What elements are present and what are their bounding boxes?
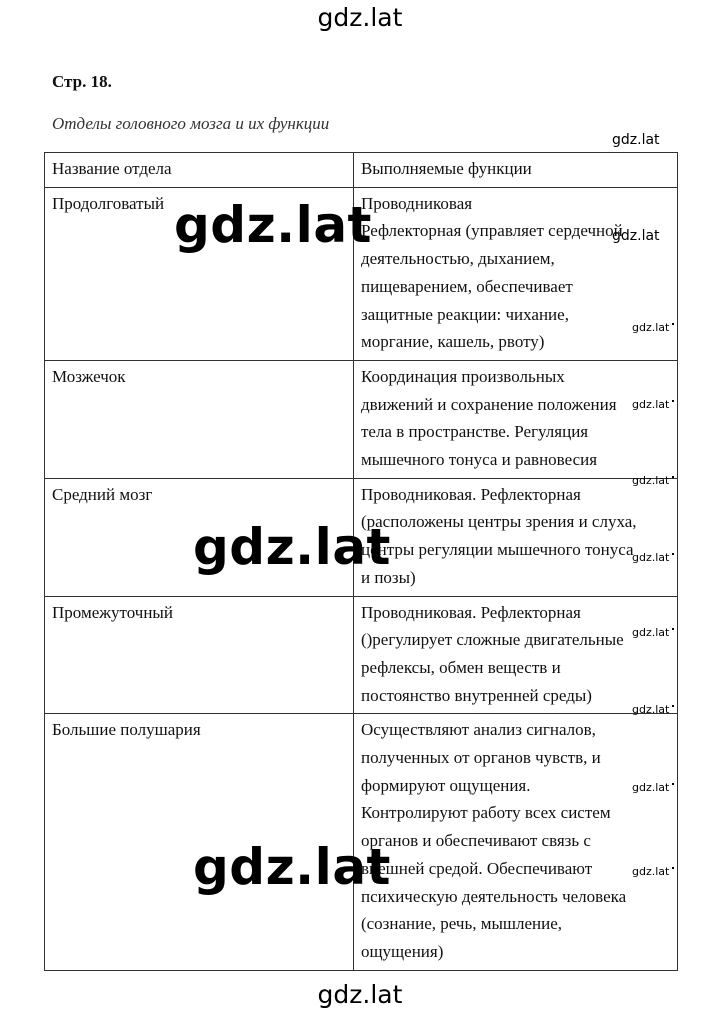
watermark-large: gdz.lat [174, 196, 372, 254]
section-name: Большие полушария [45, 714, 354, 970]
function-line: и позы) [360, 567, 416, 587]
watermark-tiny: gdz.lat [632, 398, 674, 411]
watermark-tiny: gdz.lat [632, 321, 674, 334]
watermark-large: gdz.lat [193, 838, 391, 896]
watermark-small: gdz.lat [612, 228, 660, 244]
function-line: психическую деятельность человека [360, 886, 627, 906]
section-functions [353, 187, 677, 360]
section-name: Мозжечок [45, 360, 354, 478]
section-functions [353, 596, 677, 714]
header-functions: Выполняемые функции [353, 153, 677, 188]
table-row [45, 360, 678, 478]
function-line: Рефлекторная (управляет сердечной [360, 221, 623, 241]
function-line: пищеварением, обеспечивает [360, 276, 573, 296]
watermark-tiny: gdz.lat [632, 865, 674, 878]
function-line: защитные реакции: чихание, [360, 304, 569, 324]
function-line: (сознание, речь, мышление, [360, 914, 562, 934]
function-line: (расположены центры зрения и слуха, [360, 512, 637, 532]
watermark-tiny: gdz.lat [632, 551, 674, 564]
function-line: мышечного тонуса и равновесия [360, 450, 598, 470]
header-section-name: Название отдела [45, 153, 354, 188]
function-line: органов и обеспечивают связь с [360, 831, 591, 851]
watermark-bottom: gdz.lat [317, 980, 403, 1009]
function-line: ()регулирует сложные двигательные [360, 630, 624, 650]
function-line: движений и сохранение положения [360, 394, 617, 414]
watermark-tiny: gdz.lat [632, 626, 674, 639]
table-header-row [45, 153, 678, 188]
function-line: постоянство внутренней среды) [360, 685, 592, 705]
function-line: центры регуляции мышечного тонуса [360, 540, 634, 560]
function-line: ощущения) [360, 941, 444, 961]
watermark-tiny: gdz.lat [632, 703, 674, 716]
function-line: моргание, кашель, рвоту) [360, 332, 545, 352]
function-line: Координация произвольных [360, 366, 565, 386]
page-number: Стр. 18. [52, 72, 112, 91]
function-line: Проводниковая [360, 193, 473, 213]
function-line: рефлексы, обмен веществ и [360, 657, 561, 677]
function-line: внешней средой. Обеспечивают [360, 858, 593, 878]
section-name: Продолговатый [45, 187, 354, 360]
table-row [45, 596, 678, 714]
function-line: тела в пространстве. Регуляция [360, 422, 589, 442]
watermark-small: gdz.lat [612, 132, 660, 148]
section-name: Средний мозг [45, 478, 354, 596]
function-line: Проводниковая. Рефлекторная [360, 484, 581, 504]
watermark-top: gdz.lat [317, 3, 403, 32]
function-line: полученных от органов чувств, и [360, 748, 601, 768]
function-line: формируют ощущения. [360, 775, 531, 795]
function-line: Осуществляют анализ сигналов, [360, 720, 596, 740]
document-title: Отделы головного мозга и их функции [52, 114, 330, 133]
function-line: деятельностью, дыханием, [360, 249, 555, 269]
section-name: Промежуточный [45, 596, 354, 714]
watermark-tiny: gdz.lat [632, 781, 674, 794]
watermark-large: gdz.lat [193, 518, 391, 576]
section-functions [353, 714, 677, 970]
section-functions [353, 478, 677, 596]
watermark-tiny: gdz.lat [632, 474, 674, 487]
function-line: Проводниковая. Рефлекторная [360, 602, 581, 622]
function-line: Контролируют работу всех систем [360, 803, 611, 823]
section-functions [353, 360, 677, 478]
